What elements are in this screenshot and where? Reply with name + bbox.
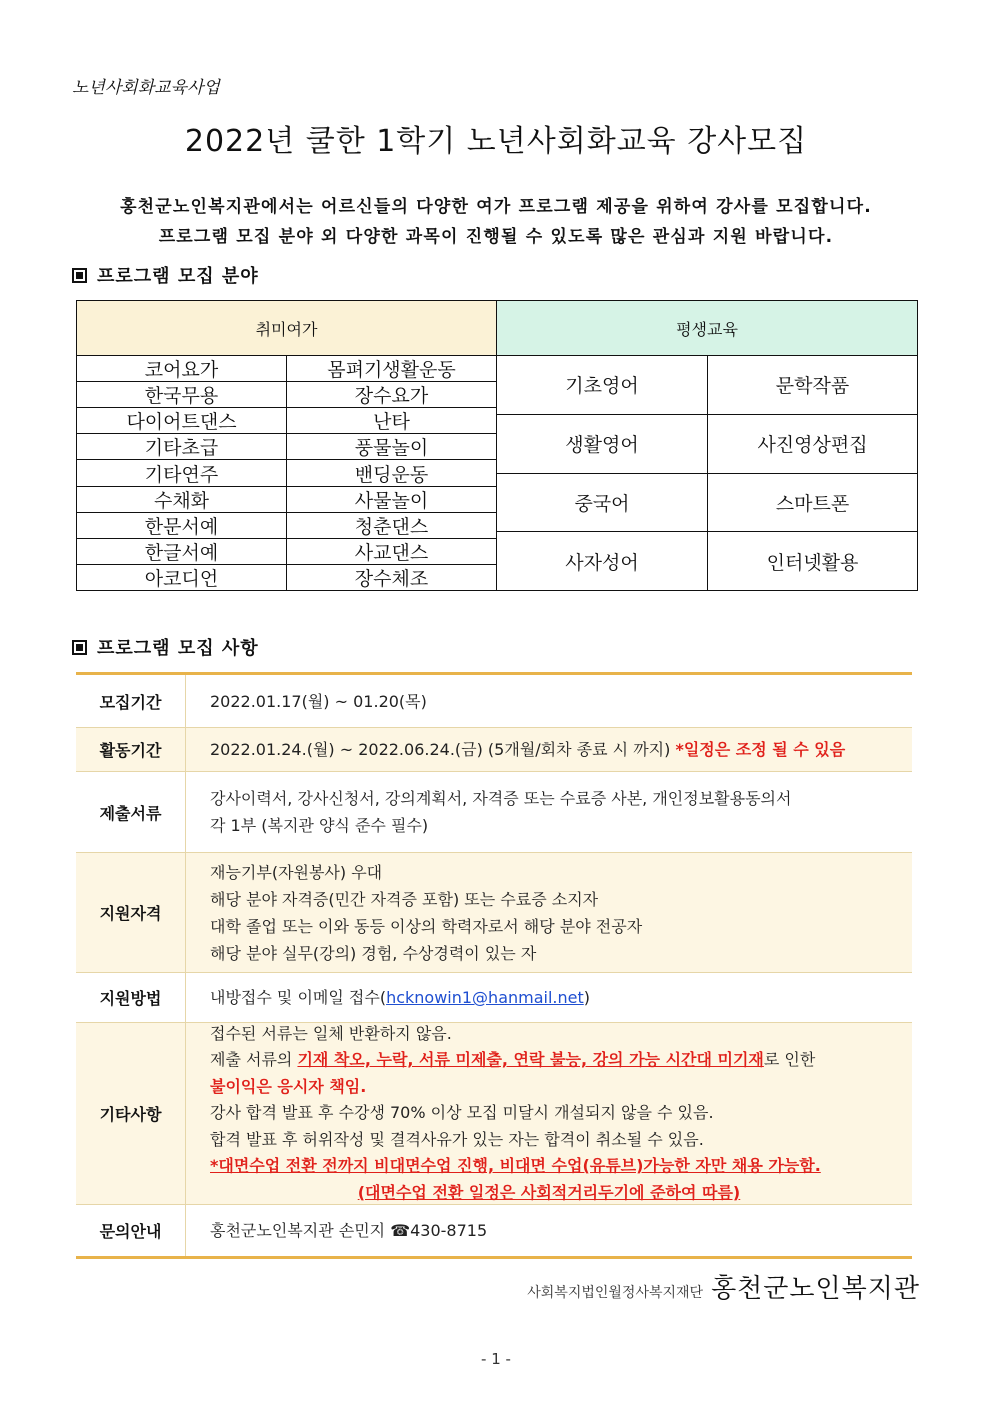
square-bullet-icon bbox=[72, 268, 87, 283]
lifelong-header: 평생교육 bbox=[496, 300, 918, 356]
intro-line-2: 프로그램 모집 분야 외 다양한 과목이 진행될 수 있도록 많은 관심과 지원 바랍니다. bbox=[158, 227, 834, 247]
activity-period-note: *일정은 조정 될 수 있음 bbox=[675, 740, 846, 759]
email-link[interactable]: hcknowin1@hanmail.net bbox=[386, 988, 584, 1007]
other-notes-row bbox=[76, 1023, 912, 1205]
hobby-cell: 기타초급 bbox=[76, 433, 287, 460]
application-method-suffix: ) bbox=[583, 988, 591, 1007]
hobby-cell: 코어요가 bbox=[76, 355, 287, 382]
qualification-line: 해당 분야 실무(강의) 경험, 수상경력이 있는 자 bbox=[210, 943, 537, 963]
footer-organization bbox=[527, 1268, 920, 1305]
qualification-line: 재능기부(자원봉사) 우대 bbox=[210, 862, 383, 882]
hobby-cell: 다이어트댄스 bbox=[76, 407, 287, 434]
fields-heading-text: 프로그램 모집 분야 bbox=[97, 266, 259, 287]
footer-foundation: 사회복지법인월정사복지재단 bbox=[527, 1285, 704, 1301]
notes-line-2-warning: 기재 착오, 누락, 서류 미제출, 연락 불능, 강의 가능 시간대 미기재 bbox=[297, 1050, 764, 1070]
qualification-label: 지원자격 bbox=[76, 853, 186, 972]
details-section-heading bbox=[72, 634, 259, 660]
notes-line-5: 합격 발표 후 허위작성 및 결격사유가 있는 자는 합격이 취소될 수 있음. bbox=[210, 1129, 704, 1149]
hobby-cell: 풍물놀이 bbox=[286, 433, 497, 460]
hobby-cell: 사물놀이 bbox=[286, 486, 497, 513]
lifelong-cell: 스마트폰 bbox=[707, 473, 918, 533]
page-number: - 1 - bbox=[481, 1350, 511, 1368]
documents-line-2: 각 1부 (복지관 양식 준수 필수) bbox=[210, 816, 429, 835]
document-title: 2022년 쿨한 1학기 노년사회화교육 강사모집 bbox=[184, 124, 808, 159]
activity-period-row bbox=[76, 728, 912, 772]
program-fields-table bbox=[76, 300, 918, 590]
document-kicker: 노년사회화교육사업 bbox=[72, 78, 220, 98]
hobby-cell: 아코디언 bbox=[76, 564, 287, 591]
hobby-cell: 몸펴기생활운동 bbox=[286, 355, 497, 382]
recruit-period-label: 모집기간 bbox=[76, 675, 186, 727]
recruit-period-row bbox=[76, 672, 912, 728]
other-notes-label: 기타사항 bbox=[76, 1023, 186, 1204]
lifelong-cell: 인터넷활용 bbox=[707, 531, 918, 591]
qualification-row bbox=[76, 853, 912, 973]
activity-period-value: 2022.01.24.(월) ~ 2022.06.24.(금) (5개월/회차 종료 시 까지) bbox=[210, 740, 671, 759]
notes-line-7-warning: (대면수업 전환 일정은 사회적거리두기에 준하여 따름) bbox=[357, 1182, 741, 1202]
notes-line-6-warning: *대면수업 전환 전까지 비대면수업 진행, 비대면 수업(유튜브)가능한 자만 채용 가능함. bbox=[210, 1156, 821, 1176]
notes-line-4: 강사 합격 발표 후 수강생 70% 이상 모집 미달시 개설되지 않을 수 있음. bbox=[210, 1103, 714, 1123]
square-bullet-icon bbox=[72, 640, 87, 655]
notes-line-1: 접수된 서류는 일체 반환하지 않음. bbox=[210, 1023, 452, 1043]
qualification-line: 해당 분야 자격증(민간 자격증 포함) 또는 수료증 소지자 bbox=[210, 889, 599, 909]
fields-section-heading bbox=[72, 262, 259, 288]
documents-line-1: 강사이력서, 강사신청서, 강의계획서, 자격증 또는 수료증 사본, 개인정보활용동의서 bbox=[210, 789, 792, 808]
application-method-label: 지원방법 bbox=[76, 973, 186, 1022]
hobby-cell: 사교댄스 bbox=[286, 538, 497, 565]
application-method-prefix: 내방접수 및 이메일 접수( bbox=[210, 988, 387, 1007]
lifelong-cell: 사자성어 bbox=[496, 531, 708, 591]
notes-line-2-suffix: 로 인한 bbox=[763, 1050, 816, 1070]
lifelong-cell: 생활영어 bbox=[496, 414, 708, 474]
hobby-cell: 청춘댄스 bbox=[286, 512, 497, 539]
hobby-cell: 장수체조 bbox=[286, 564, 497, 591]
hobby-cell: 한국무용 bbox=[76, 381, 287, 408]
recruit-period-value: 2022.01.17(월) ~ 01.20(목) bbox=[210, 691, 427, 711]
contact-row bbox=[76, 1205, 912, 1259]
hobby-cell: 기타연주 bbox=[76, 459, 287, 486]
lifelong-cell: 중국어 bbox=[496, 473, 708, 533]
hobby-cell: 한문서예 bbox=[76, 512, 287, 539]
activity-period-label: 활동기간 bbox=[76, 728, 186, 771]
application-method-row bbox=[76, 973, 912, 1023]
hobby-cell: 밴딩운동 bbox=[286, 459, 497, 486]
footer-center-name: 홍천군노인복지관 bbox=[711, 1274, 920, 1304]
contact-label: 문의안내 bbox=[76, 1205, 186, 1256]
qualification-line: 대학 졸업 또는 이와 동등 이상의 학력자로서 해당 분야 전공자 bbox=[210, 916, 643, 936]
hobby-cell: 난타 bbox=[286, 407, 497, 434]
notes-line-3-warning: 불이익은 응시자 책임. bbox=[210, 1076, 367, 1096]
details-heading-text: 프로그램 모집 사항 bbox=[97, 638, 259, 659]
lifelong-cell: 기초영어 bbox=[496, 355, 708, 415]
documents-label: 제출서류 bbox=[76, 772, 186, 852]
hobby-header: 취미여가 bbox=[76, 300, 497, 356]
hobby-cell: 한글서예 bbox=[76, 538, 287, 565]
lifelong-cell: 사진영상편집 bbox=[707, 414, 918, 474]
notes-line-2-prefix: 제출 서류의 bbox=[210, 1050, 298, 1070]
hobby-cell: 장수요가 bbox=[286, 381, 497, 408]
contact-value: 홍천군노인복지관 손민지 ☎430-8715 bbox=[210, 1221, 488, 1240]
intro-line-1: 홍천군노인복지관에서는 어르신들의 다양한 여가 프로그램 제공을 위하여 강사를 모집합니다. bbox=[120, 197, 872, 217]
documents-row bbox=[76, 772, 912, 853]
program-details-table bbox=[76, 672, 912, 1259]
hobby-cell: 수채화 bbox=[76, 486, 287, 513]
lifelong-cell: 문학작품 bbox=[707, 355, 918, 415]
